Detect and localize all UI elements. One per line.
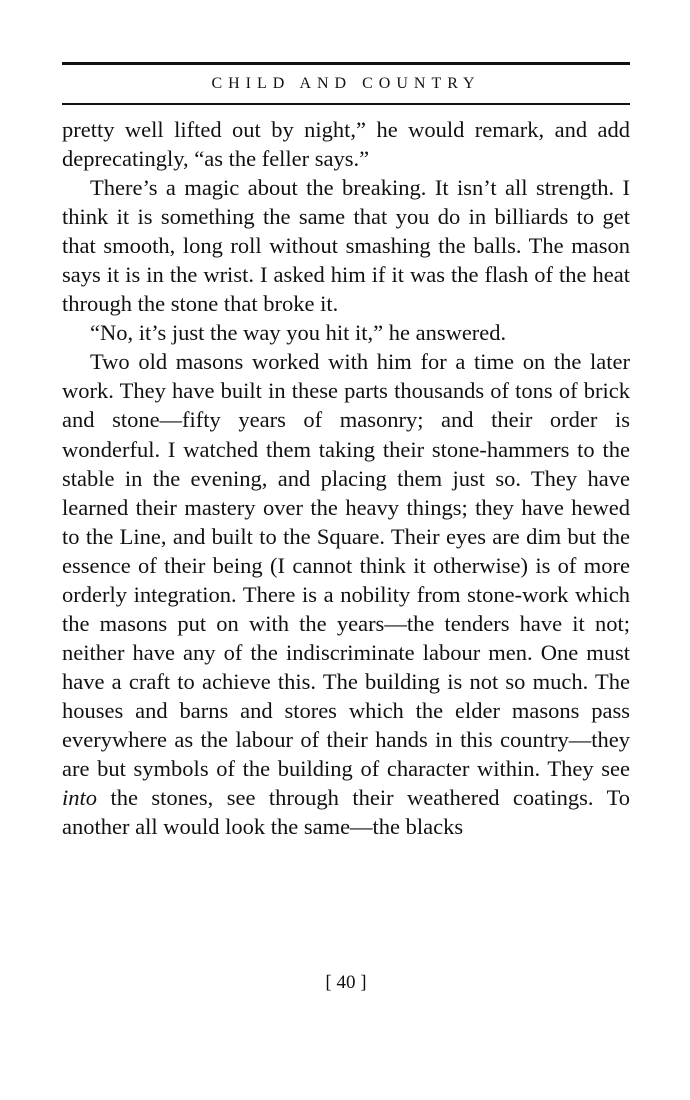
header-rule-bottom (62, 103, 630, 105)
paragraph-1: pretty well lifted out by night,” he would remark, and add deprecatingly, “as the feller says.” (62, 117, 630, 172)
page-number: [ 40 ] (325, 972, 367, 993)
body-text (62, 115, 630, 841)
paragraph-4 (62, 347, 630, 841)
running-head: CHILD AND COUNTRY (211, 75, 481, 92)
header-rule-top (62, 62, 630, 65)
paragraph-4-part-2: the stones, see through their weathered coatings. To another all would look the same—the blacks (62, 785, 630, 840)
paragraph-4-part-1: Two old masons worked with him for a time on the later work. They have built in these parts thousands of tons of brick and stone—fifty years of masonry; and their order is wonderful. I watched them taking their stone-hammers to the stable in the evening, and placing them just so. They have learned their mastery over the heavy things; they have hewed to the Line, and built to the Square. Their eyes are dim but the essence of their being (I cannot think it otherwise) is of more orderly integration. There is a nobility from stone-work which the masons put on with the years—the tenders have it not; neither have any of the indiscriminate labour men. One must have a craft to achieve this. The building is not so much. The houses and barns and stores which the elder masons pass everywhere as the labour of their hands in this country—they are but symbols of the building of character within. They see (62, 349, 630, 782)
paragraph-4-italic: into (62, 785, 98, 811)
paragraph-3: “No, it’s just the way you hit it,” he answered. (90, 320, 507, 346)
paragraph-2: There’s a magic about the breaking. It isn’t all strength. I think it is something the same that you do in billiards to get that smooth, long roll without smashing the balls. The mason says it is in the wrist. I asked him if it was the flash of the heat through the stone that broke it. (62, 175, 630, 317)
